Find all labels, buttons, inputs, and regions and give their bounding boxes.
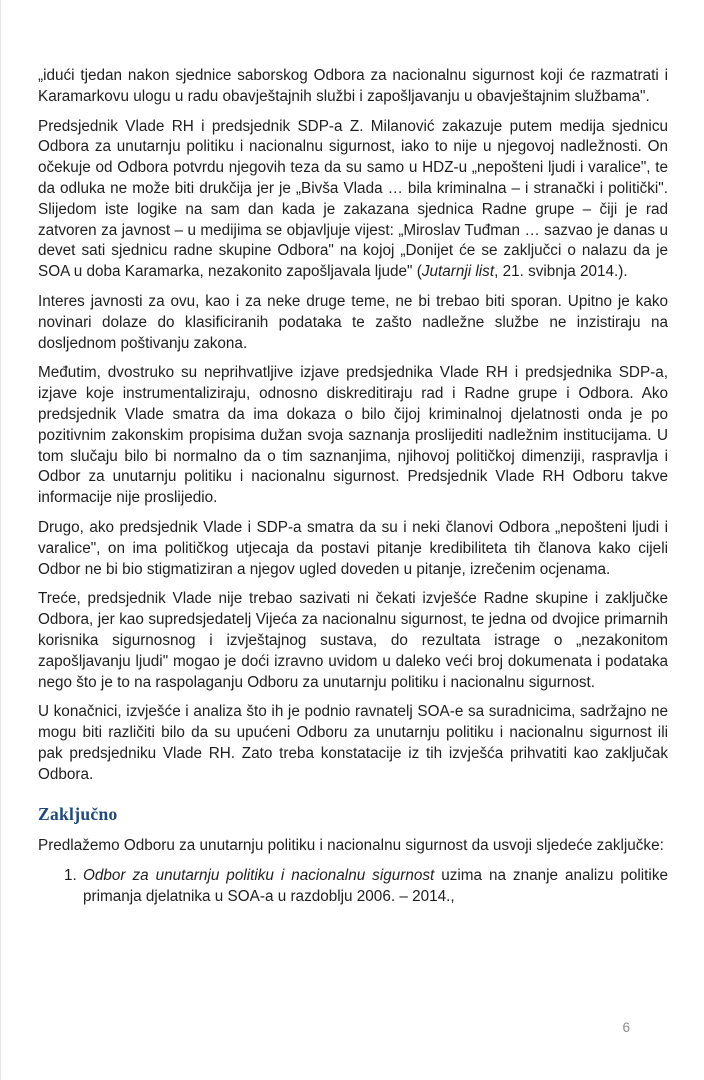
citation-date: , 21. svibnja 2014.). <box>494 263 628 281</box>
list-item-1-text <box>83 866 668 908</box>
paragraph-conclusion-lead: U konačnici, izvješće i analiza što ih je podnio ravnatelj SOA-e sa suradnicima, sadržajno ne mogu biti različiti bilo da su upućeni Odboru za unutarnju politiku i nacionalnu sigurnost ili pak predsjedniku Vlade RH. Zato treba konstatacije iz tih izvješća prihvatiti kao zaključak Odbora. <box>38 703 668 783</box>
list-item-1 <box>38 866 668 908</box>
paragraph-pm-session <box>38 117 668 283</box>
committee-name-italic: Odbor za unutarnju politiku i nacionalnu sigurnost <box>83 867 435 885</box>
paragraph-proposal-intro: Predlažemo Odboru za unutarnju politiku i nacionalnu sigurnost da usvoji sljedeće zaključke: <box>38 836 664 854</box>
citation-source-italic: Jutarnji list <box>421 263 495 281</box>
paragraph-public-interest: Interes javnosti za ovu, kao i za neke druge teme, ne bi trebao biti sporan. Upitno je kako novinari dolaze do klasificiranih podataka te zašto nadležne službe ne inzistiraju na dosljednom poštivanju zakona. <box>38 292 668 352</box>
page-number: 6 <box>622 1020 630 1035</box>
document-body <box>1 0 704 908</box>
paragraph-second-point: Drugo, ako predsjednik Vlade i SDP-a smatra da su i neki članovi Odbora „nepošteni ljudi i varalice", on ima političkog utjecaja da postavi pitanje kredibiliteta tih članova kako cijeli Odbor ne bi bio stigmatiziran a njegov ugled doveden u pitanje, izrečenim ocjenama. <box>38 518 668 578</box>
paragraph-unacceptable-statements: Međutim, dvostruko su neprihvatljive izjave predsjednika Vlade RH i predsjednika SDP-a, izjave koje instrumentaliziraju, odnosno diskreditiraju rad i Radne grupe i Odbora. Ako predsjednik Vlade smatra da ima dokaza o bilo čijoj kriminalnoj djelatnosti onda je po pozitivnim zakonskim propisima dužan svoja saznanja proslijediti nadležnim institucijama. U tom slučaju bilo bi normalno da o tim saznanjima, njihovoj političkoj dimenziji, raspravlja i Odbor za unutarnju politiku i nacionalnu sigurnost. Predsjednik Vlade RH Odboru takve informacije nije proslijedio. <box>38 364 668 507</box>
list-item-1-number: 1. <box>64 867 77 885</box>
paragraph-third-point: Treće, predsjednik Vlade nije trebao sazivati ni čekati izvješće Radne skupine i zaključke Odbora, jer kao supredsjedatelj Vijeća za nacionalnu sigurnost, te jedna od dvojice primarnih korisnika sigurnosnog i izvještajnog sustava, do rezultata istrage o „nezakonitom zapošljavanju ljudi" mogao je doći izravno uvidom u daleko veći broj dokumenata i podataka nego što je to na raspolaganju Odboru za unutarnju politiku i nacionalnu sigurnost. <box>38 590 668 691</box>
paragraph-pm-session-text: Predsjednik Vlade RH i predsjednik SDP-a Z. Milanović zakazuje putem medija sjednicu Odbora za unutarnju politiku i nacionalnu sigurnost, iako to nije u njegovoj nadležnosti. On očekuje od Odbora potvrdu njegovih teza da su samo u HDZ-u „nepošteni ljudi i varalice", te da odluka ne može biti drukčija jer je „Bivša Vlada … bila kriminalna – i stranački i politički". Slijedom iste logike na sam dan kada je zakazana sjednica Radne grupe – čiji je rad zatvoren za javnost – u medijima se objavljuje vijest: „Miroslav Tuđman … sazvao je danas u devet sati sjednicu radne skupine Odbora" na kojoj „Donijet će se zaključci o nalazu da je SOA u doba Karamarka, nezakonito zapošljavala ljude" ( <box>38 117 668 281</box>
closing-heading: Zaključno <box>38 803 118 824</box>
list-item-1-rest: uzima na znanje analizu politike primanja djelatnika u SOA-a u razdoblju 2006. – 2014., <box>83 867 668 906</box>
conclusion-list <box>38 866 668 908</box>
paragraph-quote-continuation: „idući tjedan nakon sjednice saborskog Odbora za nacionalnu sigurnost koji će razmatrati i Karamarkovu ulogu u radu obavještajnih službi i zapošljavanju u obavještajnim službama". <box>38 67 668 105</box>
